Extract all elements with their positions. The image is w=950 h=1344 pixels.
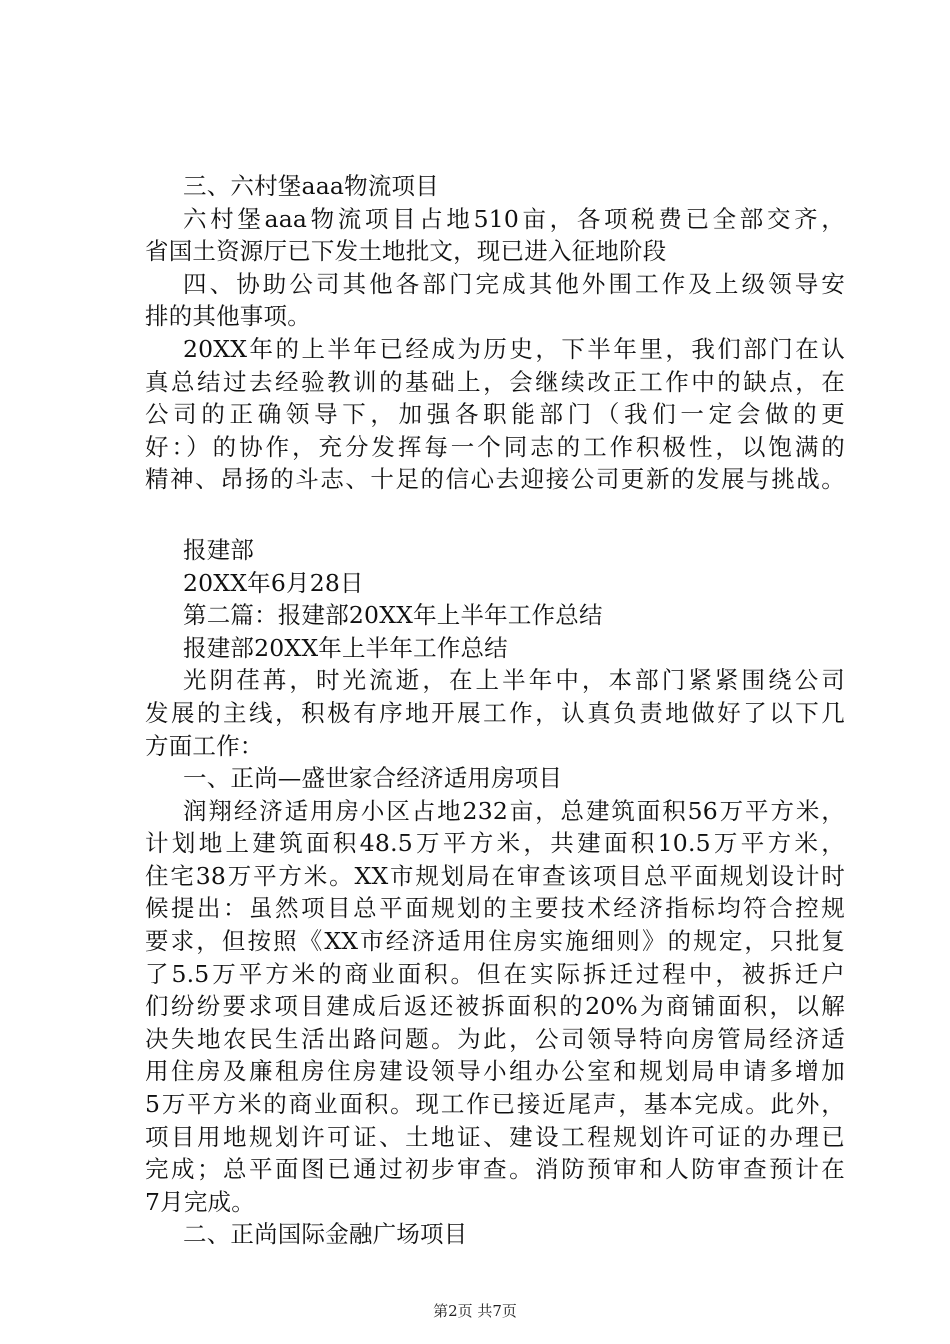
paragraph-line: 20XX年的上半年已经成为历史，下半年里，我们部门在认: [183, 334, 845, 363]
paragraph-line: 计划地上建筑面积48.5万平方米，共建面积10.5万平方米，: [145, 829, 845, 858]
section-heading: 一、正尚—盛世家合经济适用房项目: [183, 764, 563, 793]
paragraph-line: 5万平方米的商业面积。现工作已接近尾声，基本完成。此外，: [145, 1090, 845, 1119]
paragraph-line: 们纷纷要求项目建成后返还被拆面积的20%为商铺面积，以解: [145, 992, 845, 1021]
paragraph-line: 光阴荏苒，时光流逝，在上半年中，本部门紧紧围绕公司: [183, 666, 845, 695]
paragraph-line: 精神、昂扬的斗志、十足的信心去迎接公司更新的发展与挑战。: [145, 465, 845, 494]
paragraph-line: 排的其他事项。: [145, 302, 311, 331]
paragraph-line: 住宅38万平方米。XX市规划局在审查该项目总平面规划设计时: [145, 861, 845, 890]
paragraph-line: 好：）的协作，充分发挥每一个同志的工作积极性，以饱满的: [145, 432, 845, 461]
department-signature: 报建部: [183, 535, 255, 564]
paragraph-gap: [145, 496, 845, 534]
paragraph-line: 公司的正确领导下，加强各职能部门（我们一定会做的更: [145, 400, 845, 429]
page-footer: 第2页 共7页: [433, 1302, 517, 1320]
paragraph-line: 候提出：虽然项目总平面规划的主要技术经济指标均符合控规: [145, 894, 845, 923]
section-heading: 四、协助公司其他各部门完成其他外围工作及上级领导安: [183, 269, 845, 298]
paragraph-line: 了5.5万平方米的商业面积。但在实际拆迁过程中，被拆迁户: [145, 959, 845, 988]
paragraph-line: 7月完成。: [145, 1187, 255, 1216]
paragraph-line: 发展的主线，积极有序地开展工作，认真负责地做好了以下几: [145, 698, 845, 727]
paragraph-line: 方面工作：: [145, 731, 264, 760]
paragraph-line: 要求，但按照《XX市经济适用住房实施细则》的规定，只批复: [145, 927, 845, 956]
document-body: [145, 170, 845, 1251]
paragraph-line: 项目用地规划许可证、土地证、建设工程规划许可证的办理已: [145, 1122, 845, 1151]
paragraph-line: 润翔经济适用房小区占地232亩，总建筑面积56万平方米，: [183, 796, 845, 825]
paragraph-line: 真总结过去经验教训的基础上，会继续改正工作中的缺点，在: [145, 367, 845, 396]
section-heading: 二、正尚国际金融广场项目: [183, 1220, 468, 1249]
document-date: 20XX年6月28日: [183, 568, 364, 597]
chapter-title: 第二篇：报建部20XX年上半年工作总结: [183, 601, 603, 630]
paragraph-line: 用住房及廉租房住房建设领导小组办公室和规划局申请多增加: [145, 1057, 845, 1086]
paragraph-line: 省国土资源厅已下发土地批文，现已进入征地阶段: [145, 237, 667, 266]
section-heading: 三、六村堡aaa物流项目: [183, 172, 439, 200]
paragraph-line: 决失地农民生活出路问题。为此，公司领导特向房管局经济适: [145, 1024, 845, 1053]
paragraph-line: 六村堡aaa物流项目占地510亩，各项税费已全部交齐，: [183, 204, 845, 233]
paragraph-line: 完成；总平面图已通过初步审查。消防预审和人防审查预计在: [145, 1155, 845, 1184]
report-title: 报建部20XX年上半年工作总结: [183, 633, 508, 662]
